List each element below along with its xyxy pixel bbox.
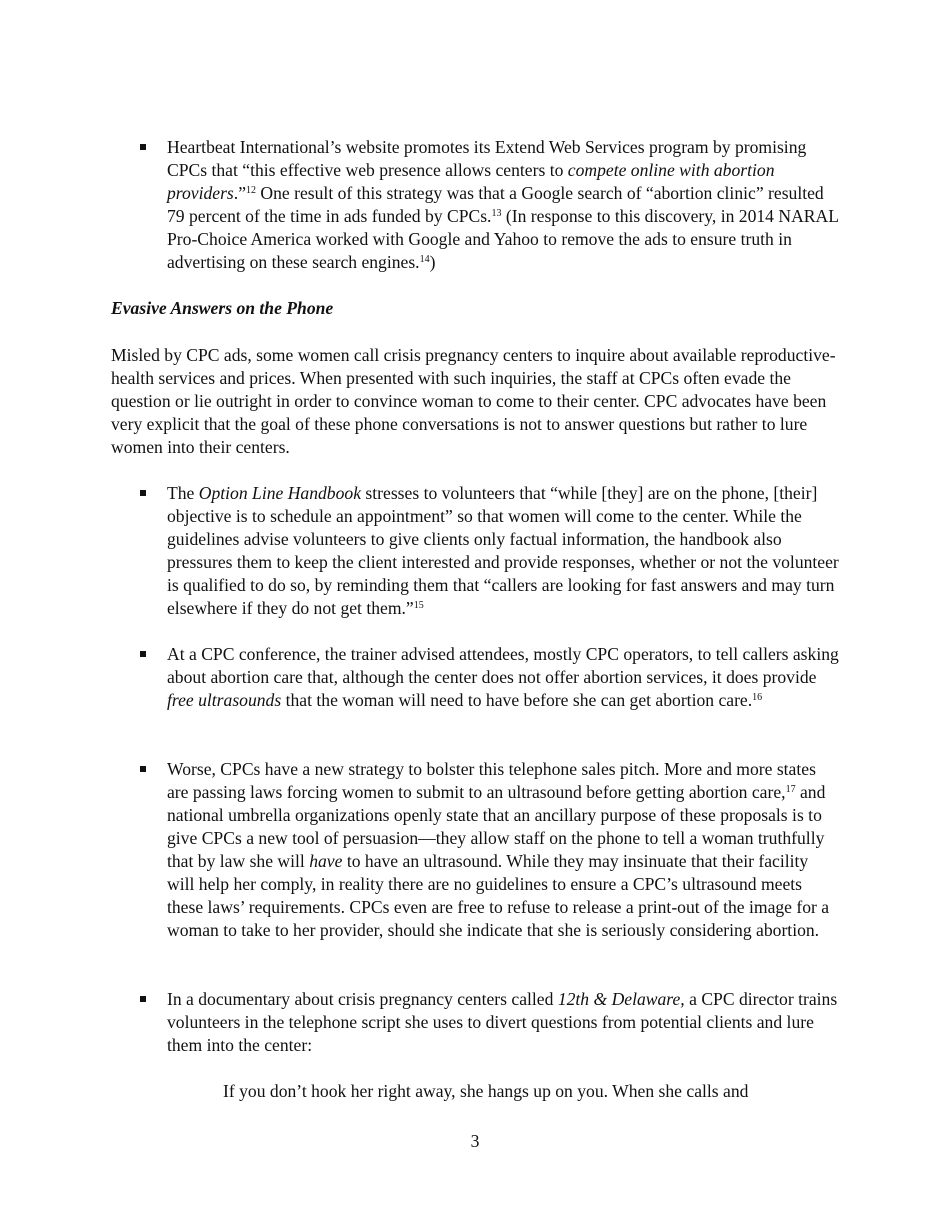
bullet-item-option-line-handbook — [167, 482, 839, 620]
text-run: One result of this strategy was that a Google search of “abortion clinic” resulted 79 percent of the time in ads funded by CPCs. — [167, 183, 824, 226]
text-run: ) — [429, 252, 436, 272]
text-run: and national umbrella organizations openly state that an ancillary purpose of these proposals is to give CPCs a new tool of persuasion—they allow staff on the phone to tell a woman truthfully that by law she will — [167, 782, 826, 871]
body-paragraph: Misled by CPC ads, some women call crisis pregnancy centers to inquire about available reproductive-health services and prices. When presented with such inquiries, the staff at CPCs often evade the question or lie outright in order to convince woman to come to their center. CPC advocates have been very explicit that the goal of these phone conversations is not to answer questions but rather to lure women into their centers. — [111, 345, 836, 457]
bullet-marker — [140, 490, 146, 496]
text-run: (In response to this discovery, in 2014 NARAL Pro-Choice America worked with Google and Yahoo to remove the ads to ensure truth in advertising on these search engines. — [167, 206, 839, 272]
section-heading: Evasive Answers on the Phone — [111, 298, 334, 318]
footnote-ref: 14 — [419, 254, 430, 265]
bullet-marker — [140, 766, 146, 772]
page-number: 3 — [470, 1131, 480, 1151]
text-run: In a documentary about crisis pregnancy centers called — [167, 989, 558, 1009]
text-run: to have an ultrasound. While they may insinuate that their facility will help her comply, in reality there are no guidelines to ensure a CPC’s ultrasound meets these laws’ requirements. CPCs even are free to refuse to release a print-out of the image for a woman to take to her provider, should she indicate that she is seriously considering abortion. — [167, 851, 830, 940]
footnote-ref: 16 — [752, 692, 763, 703]
bullet-item-ultrasound-strategy — [167, 758, 839, 942]
block-quote: If you don’t hook her right away, she hangs up on you. When she calls and — [223, 1081, 749, 1101]
footnote-ref: 12 — [246, 185, 257, 196]
text-run: .” — [233, 183, 247, 203]
italic-text: have — [309, 851, 343, 871]
text-run: a CPC director trains volunteers in the telephone script she uses to divert questions from potential clients and lure them into the center: — [167, 989, 838, 1055]
bullet-marker — [140, 144, 146, 150]
text-run: Heartbeat International’s website promotes its Extend Web Services program by promising CPCs that “this effective web presence allows centers to — [167, 137, 807, 180]
italic-text: Option Line Handbook — [198, 483, 362, 503]
bullet-item-documentary — [167, 988, 839, 1057]
italic-text: free ultrasounds — [167, 690, 282, 710]
text-run: The — [167, 483, 199, 503]
text-run: that the woman will need to have before she can get abortion care. — [281, 690, 753, 710]
bullet-marker — [140, 996, 146, 1002]
text-run: At a CPC conference, the trainer advised attendees, mostly CPC operators, to tell callers asking about abortion care that, although the center does not offer abortion services, it does provide — [167, 644, 839, 687]
italic-text: 12th & Delaware, — [557, 989, 685, 1009]
bullet-item-web-services — [167, 136, 839, 274]
footnote-ref: 15 — [413, 600, 424, 611]
bullet-text — [167, 758, 839, 942]
bullet-text — [167, 643, 839, 712]
bullet-item-cpc-conference — [167, 643, 839, 712]
bullet-text — [167, 482, 839, 620]
text-run: stresses to volunteers that “while [they] are on the phone, [their] objective is to schedule an appointment” so that women will come to the center. While the guidelines advise volunteers to give clients only factual information, the handbook also pressures them to keep the client interested and provide responses, whether or not the volunteer is qualified to do so, by reminding them that “callers are looking for fast answers and may turn elsewhere if they do not get them.” — [167, 483, 839, 618]
footnote-ref: 17 — [785, 784, 796, 795]
bullet-text — [167, 988, 839, 1057]
footnote-ref: 13 — [491, 208, 502, 219]
bullet-text — [167, 136, 839, 274]
italic-text: compete online with abortion providers — [167, 160, 775, 203]
text-run: Worse, CPCs have a new strategy to bolster this telephone sales pitch. More and more states are passing laws forcing women to submit to an ultrasound before getting abortion care, — [167, 759, 816, 802]
bullet-marker — [140, 651, 146, 657]
